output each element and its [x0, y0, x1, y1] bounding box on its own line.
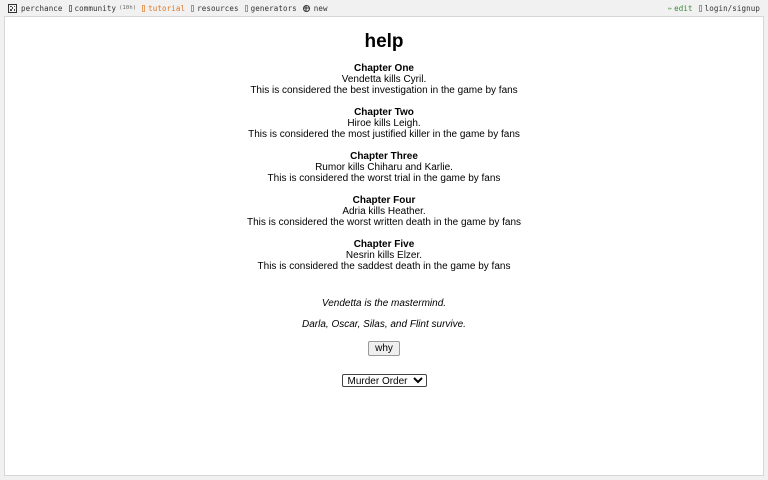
chapter-heading: Chapter Three: [350, 151, 418, 162]
generator-output-frame: [4, 16, 764, 476]
chapter-two: [5, 107, 763, 140]
chapter-heading: Chapter One: [353, 63, 414, 74]
chapter-event: Hiroe kills Leigh.: [347, 118, 421, 129]
page-title: help: [364, 31, 404, 52]
why-button[interactable]: why: [368, 341, 400, 356]
nav-perchance[interactable]: [8, 4, 63, 13]
chapter-event: Nesrin kills Elzer.: [345, 250, 423, 261]
survivors-line: Darla, Oscar, Silas, and Flint survive.: [302, 319, 466, 330]
chapter-heading: Chapter Five: [353, 239, 415, 250]
order-select-wrap: [5, 374, 763, 387]
chapter-heading: Chapter Two: [354, 107, 414, 118]
nav-tutorial-label: tutorial: [148, 3, 186, 13]
top-nav-left: [8, 4, 334, 13]
generator-content: [5, 31, 763, 387]
nav-new-label: new: [313, 3, 328, 13]
murder-order-select[interactable]: [342, 374, 427, 387]
chapter-note: This is considered the saddest death in the game by fans: [257, 261, 511, 272]
chapter-note: This is considered the worst written death in the game by fans: [246, 217, 522, 228]
nav-generators-label: generators: [250, 3, 297, 13]
user-icon: [699, 5, 702, 12]
pencil-icon: ✏: [667, 4, 673, 12]
chapter-note: This is considered the most justified killer in the game by fans: [248, 129, 520, 140]
chapter-three: [5, 151, 763, 184]
nav-generators[interactable]: [245, 4, 297, 13]
nav-community[interactable]: [69, 4, 137, 13]
generators-icon: [245, 5, 248, 12]
nav-tutorial[interactable]: [142, 4, 185, 13]
chapter-event: Rumor kills Chiharu and Karlie.: [315, 162, 453, 173]
chapter-heading: Chapter Four: [352, 195, 416, 206]
nav-community-label: community: [74, 3, 117, 13]
dice-icon: [8, 4, 17, 13]
nav-edit-label: edit: [674, 3, 693, 13]
book-icon: [142, 5, 145, 12]
chapter-note: This is considered the best investigation in the game by fans: [250, 85, 518, 96]
nav-new[interactable]: [303, 4, 328, 13]
chapter-four: [5, 195, 763, 228]
resource-icon: [191, 5, 194, 12]
nav-perchance-label: perchance: [21, 3, 63, 13]
nav-edit[interactable]: [668, 4, 693, 13]
top-nav-right: [668, 4, 760, 13]
nav-resources[interactable]: [191, 4, 239, 13]
chapter-event: Adria kills Heather.: [342, 206, 426, 217]
chapter-note: This is considered the worst trial in the game by fans: [267, 173, 501, 184]
chat-icon: [69, 5, 72, 12]
mastermind-line: Vendetta is the mastermind.: [321, 298, 447, 309]
nav-login[interactable]: [699, 4, 760, 13]
community-badge: (10h): [119, 5, 137, 11]
top-nav-bar: [0, 0, 768, 16]
globe-icon: [303, 5, 310, 12]
nav-login-label: login/signup: [704, 3, 760, 13]
chapter-event: Vendetta kills Cyril.: [341, 74, 427, 85]
nav-resources-label: resources: [197, 3, 239, 13]
chapter-one: [5, 63, 763, 96]
chapter-five: [5, 239, 763, 272]
